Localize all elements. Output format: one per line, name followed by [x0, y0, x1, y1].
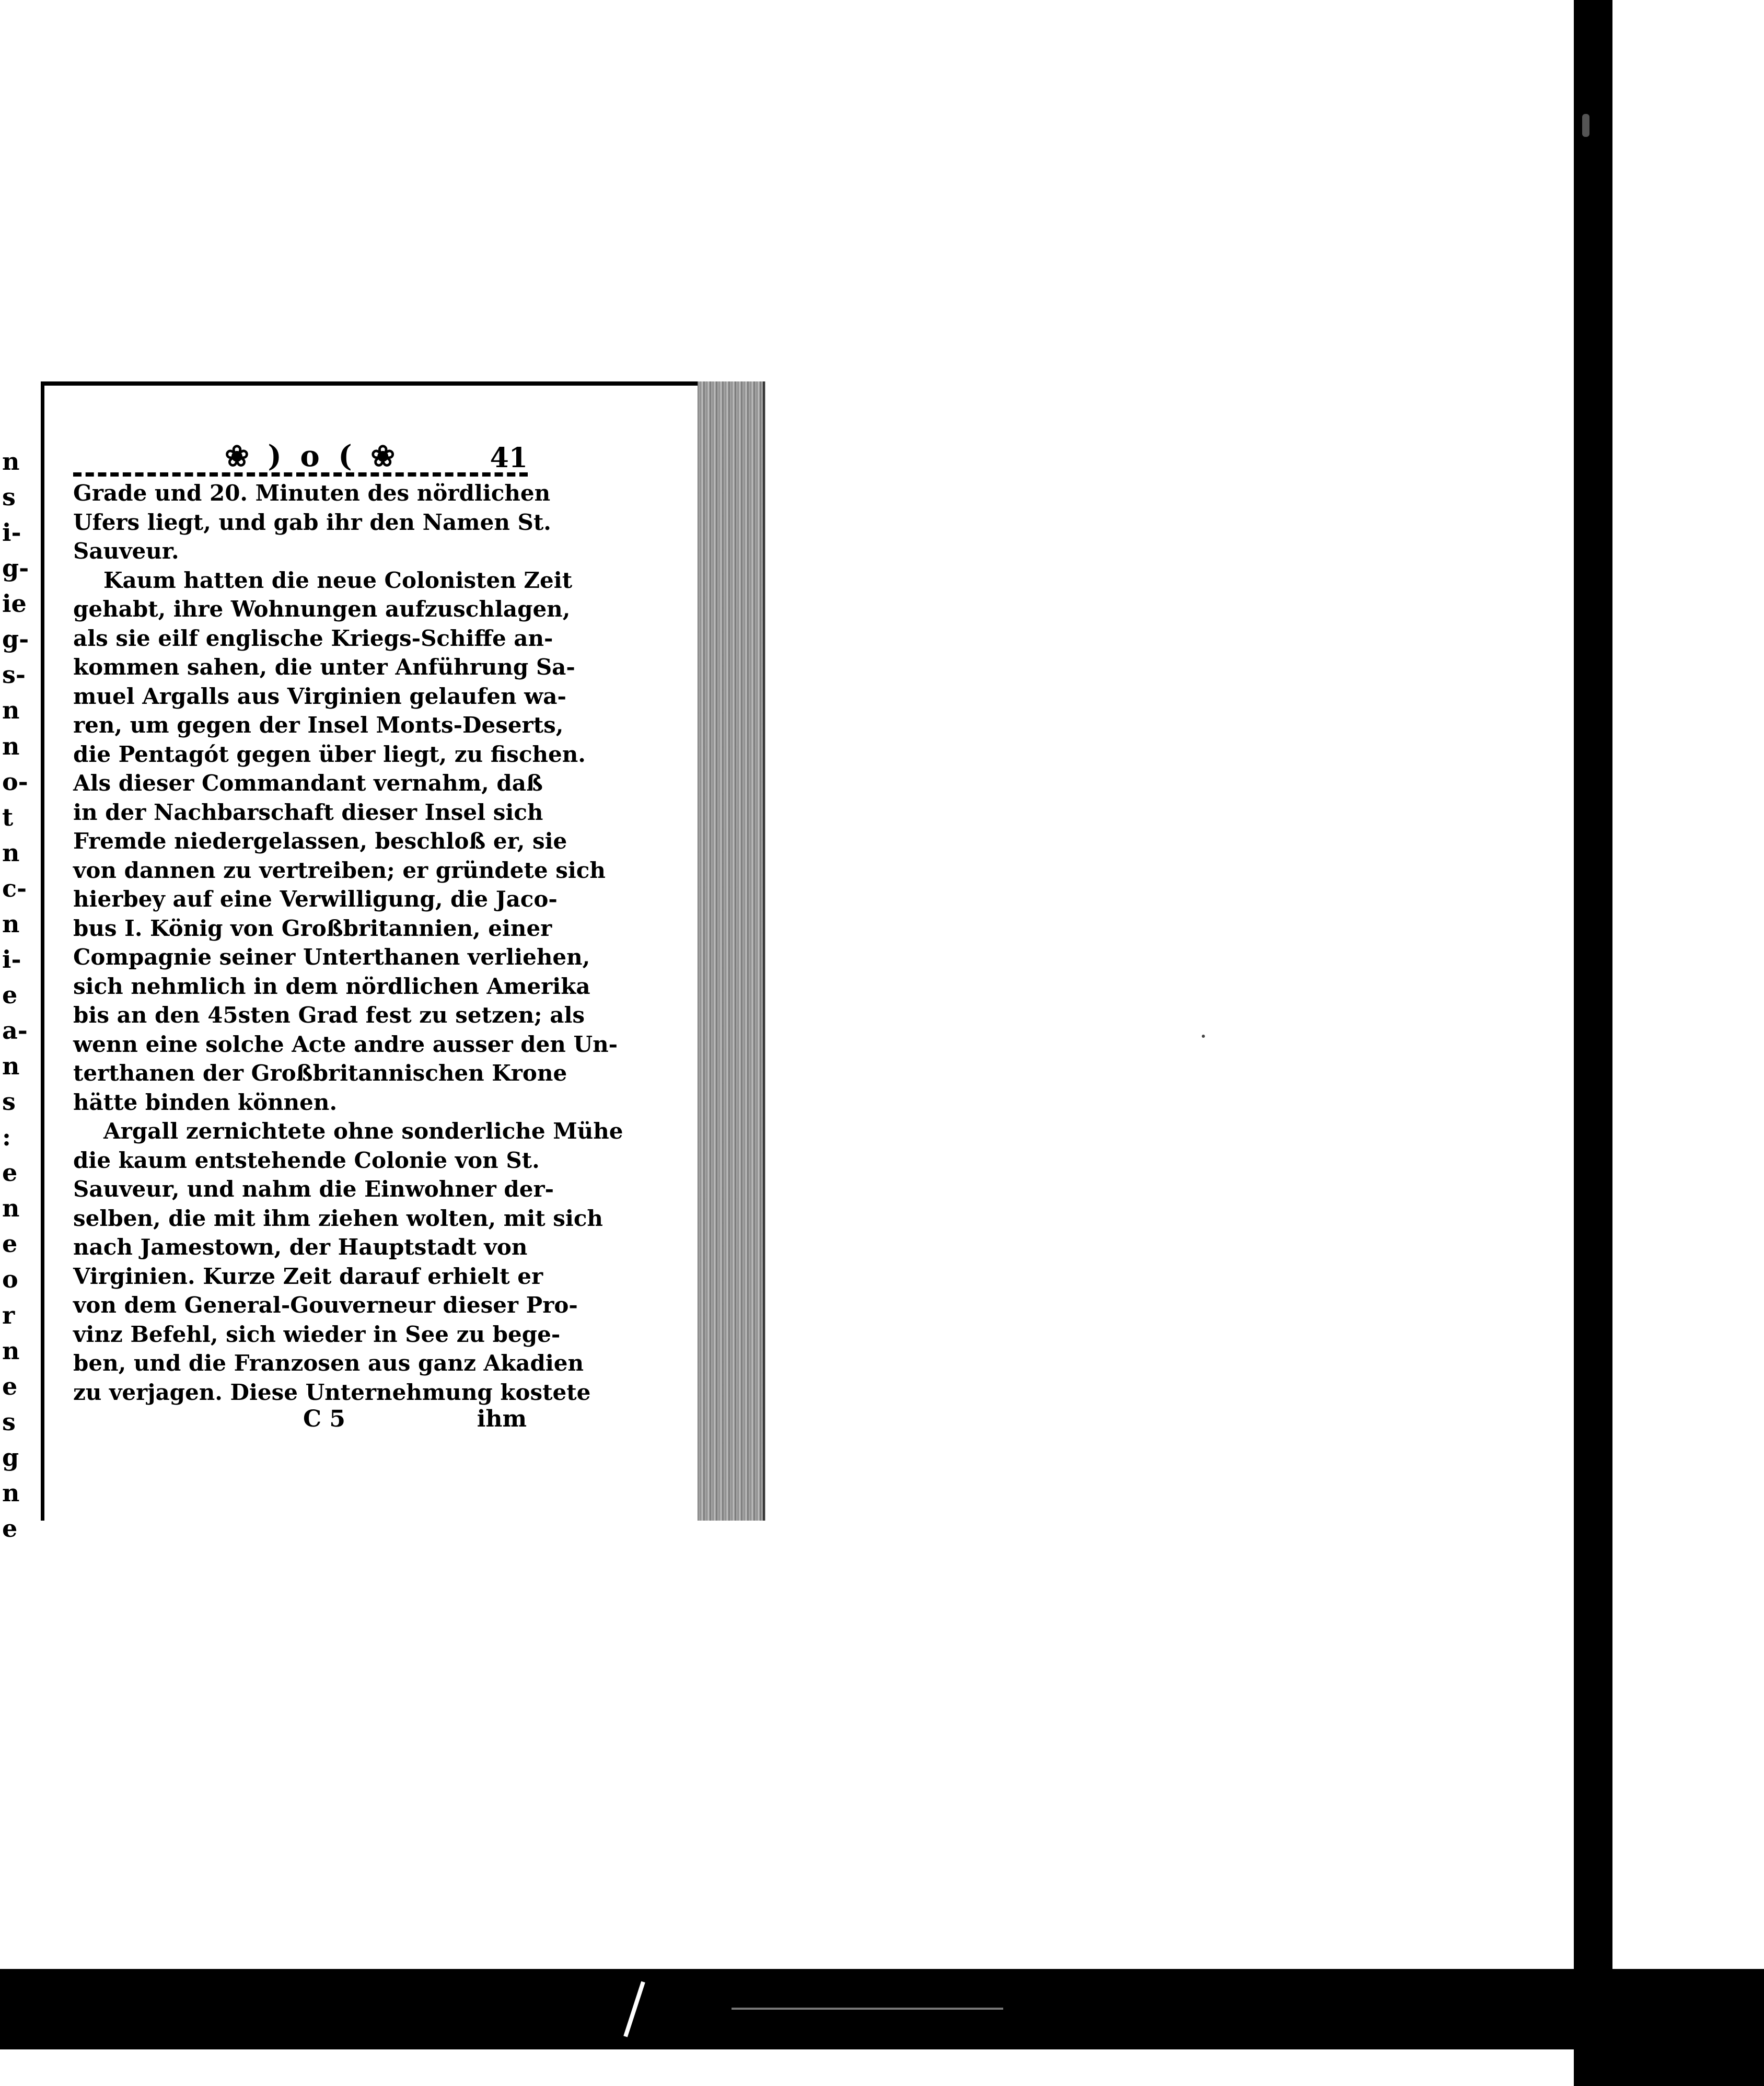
- facing-page-glyph: g-: [2, 625, 29, 654]
- scan-border-right: [1574, 0, 1612, 2086]
- facing-page-edge: [0, 447, 29, 1552]
- text-line: in der Nachbarschaft dieser Insel sich: [73, 799, 543, 825]
- signature-mark: C 5: [303, 1406, 345, 1432]
- facing-page-glyph: a-: [2, 1016, 28, 1045]
- page-gutter: [698, 381, 765, 1521]
- facing-page-glyph: s-: [2, 660, 26, 689]
- facing-page-glyph: o: [2, 1265, 18, 1294]
- text-line: hätte binden können.: [73, 1089, 338, 1115]
- signature-line: [73, 1406, 527, 1437]
- text-line: Compagnie seiner Unterthanen verliehen,: [73, 944, 590, 970]
- scan-border-corner: [1612, 1975, 1764, 2086]
- scan-border-gap: [0, 2049, 1574, 2086]
- text-line: ren, um gegen der Insel Monts-Deserts,: [73, 712, 564, 738]
- facing-page-glyph: g-: [2, 554, 29, 583]
- facing-page-glyph: r: [2, 1301, 15, 1329]
- facing-page-glyph: e: [2, 1514, 18, 1543]
- text-line: selben, die mit ihm ziehen wolten, mit sich: [73, 1205, 603, 1231]
- text-line: kommen sahen, die unter Anführung Sa-: [73, 654, 575, 680]
- text-line: vinz Befehl, sich wieder in See zu bege-: [73, 1321, 561, 1347]
- text-line: Grade und 20. Minuten des nördlichen: [73, 480, 551, 506]
- page-top-edge: [41, 381, 720, 386]
- running-head-ornament: ❀ ) o ( ❀: [225, 439, 400, 473]
- text-line: terthanen der Großbritannischen Krone: [73, 1060, 567, 1086]
- facing-page-glyph: n: [2, 909, 20, 938]
- facing-page-glyph: e: [2, 1158, 18, 1187]
- catchword: ihm: [477, 1406, 527, 1432]
- facing-page-glyph: e: [2, 980, 18, 1009]
- text-line: Fremde niedergelassen, beschloß er, sie: [73, 828, 567, 854]
- facing-page-glyph: e: [2, 1372, 18, 1400]
- body-text: [73, 479, 623, 1407]
- text-line: Kaum hatten die neue Colonisten Zeit: [103, 567, 573, 593]
- text-line: als sie eilf englische Kriegs-Schiffe an-: [73, 625, 553, 651]
- scan-artifact: [732, 2008, 1003, 2010]
- page-left-edge: [41, 381, 44, 1521]
- text-line: nach Jamestown, der Hauptstadt von: [73, 1234, 528, 1260]
- text-line: Virginien. Kurze Zeit darauf erhielt er: [73, 1263, 543, 1289]
- facing-page-glyph: e: [2, 1230, 18, 1258]
- text-line: hierbey auf eine Verwilligung, die Jaco-: [73, 886, 558, 912]
- text-line: Als dieser Commandant vernahm, daß: [73, 770, 543, 796]
- text-line: bis an den 45sten Grad fest zu setzen; als: [73, 1002, 585, 1028]
- text-line: von dem General-Gouverneur dieser Pro-: [73, 1292, 578, 1318]
- facing-page-glyph: o-: [2, 767, 28, 796]
- text-line: Argall zernichtete ohne sonderliche Mühe: [103, 1118, 623, 1144]
- facing-page-glyph: t: [2, 803, 14, 831]
- text-line: die Pentagót gegen über liegt, zu fischen.: [73, 741, 586, 767]
- facing-page-glyph: i-: [2, 945, 21, 974]
- facing-page-glyph: n: [2, 447, 20, 476]
- text-line: wenn eine solche Acte andre ausser den Un-: [73, 1031, 618, 1057]
- scan-artifact: [1582, 114, 1589, 137]
- scan-dust: [1202, 1035, 1205, 1038]
- facing-page-glyph: s: [2, 1087, 16, 1116]
- facing-page-glyph: c-: [2, 874, 27, 902]
- text-line: zu verjagen. Diese Unternehmung kostete: [73, 1379, 591, 1405]
- facing-page-glyph: :: [2, 1123, 11, 1152]
- text-line: die kaum entstehende Colonie von St.: [73, 1147, 540, 1173]
- facing-page-glyph: n: [2, 1052, 20, 1081]
- facing-page-glyph: s: [2, 1407, 16, 1436]
- text-line: muel Argalls aus Virginien gelaufen wa-: [73, 683, 566, 709]
- page-number: 41: [490, 442, 528, 474]
- text-line: Ufers liegt, und gab ihr den Namen St.: [73, 509, 551, 535]
- text-line: Sauveur.: [73, 538, 179, 564]
- facing-page-glyph: n: [2, 1478, 20, 1507]
- text-line: bus I. König von Großbritannien, einer: [73, 915, 552, 941]
- text-line: sich nehmlich in dem nördlichen Amerika: [73, 973, 590, 999]
- text-line: ben, und die Franzosen aus ganz Akadien: [73, 1350, 584, 1376]
- facing-page-glyph: ie: [2, 589, 27, 618]
- facing-page-glyph: i-: [2, 518, 21, 547]
- facing-page-glyph: n: [2, 1194, 20, 1223]
- text-line: Sauveur, und nahm die Einwohner der-: [73, 1176, 554, 1202]
- page-gutter-edge: [763, 381, 765, 1521]
- facing-page-glyph: n: [2, 1336, 20, 1365]
- facing-page-glyph: s: [2, 483, 16, 512]
- running-head: [73, 439, 528, 476]
- facing-page-glyph: n: [2, 732, 20, 760]
- head-rule: [73, 472, 528, 477]
- text-line: gehabt, ihre Wohnungen aufzuschlagen,: [73, 596, 571, 622]
- facing-page-glyph: g: [2, 1443, 19, 1471]
- facing-page-glyph: n: [2, 838, 20, 867]
- text-line: von dannen zu vertreiben; er gründete sich: [73, 857, 606, 883]
- facing-page-glyph: n: [2, 696, 20, 725]
